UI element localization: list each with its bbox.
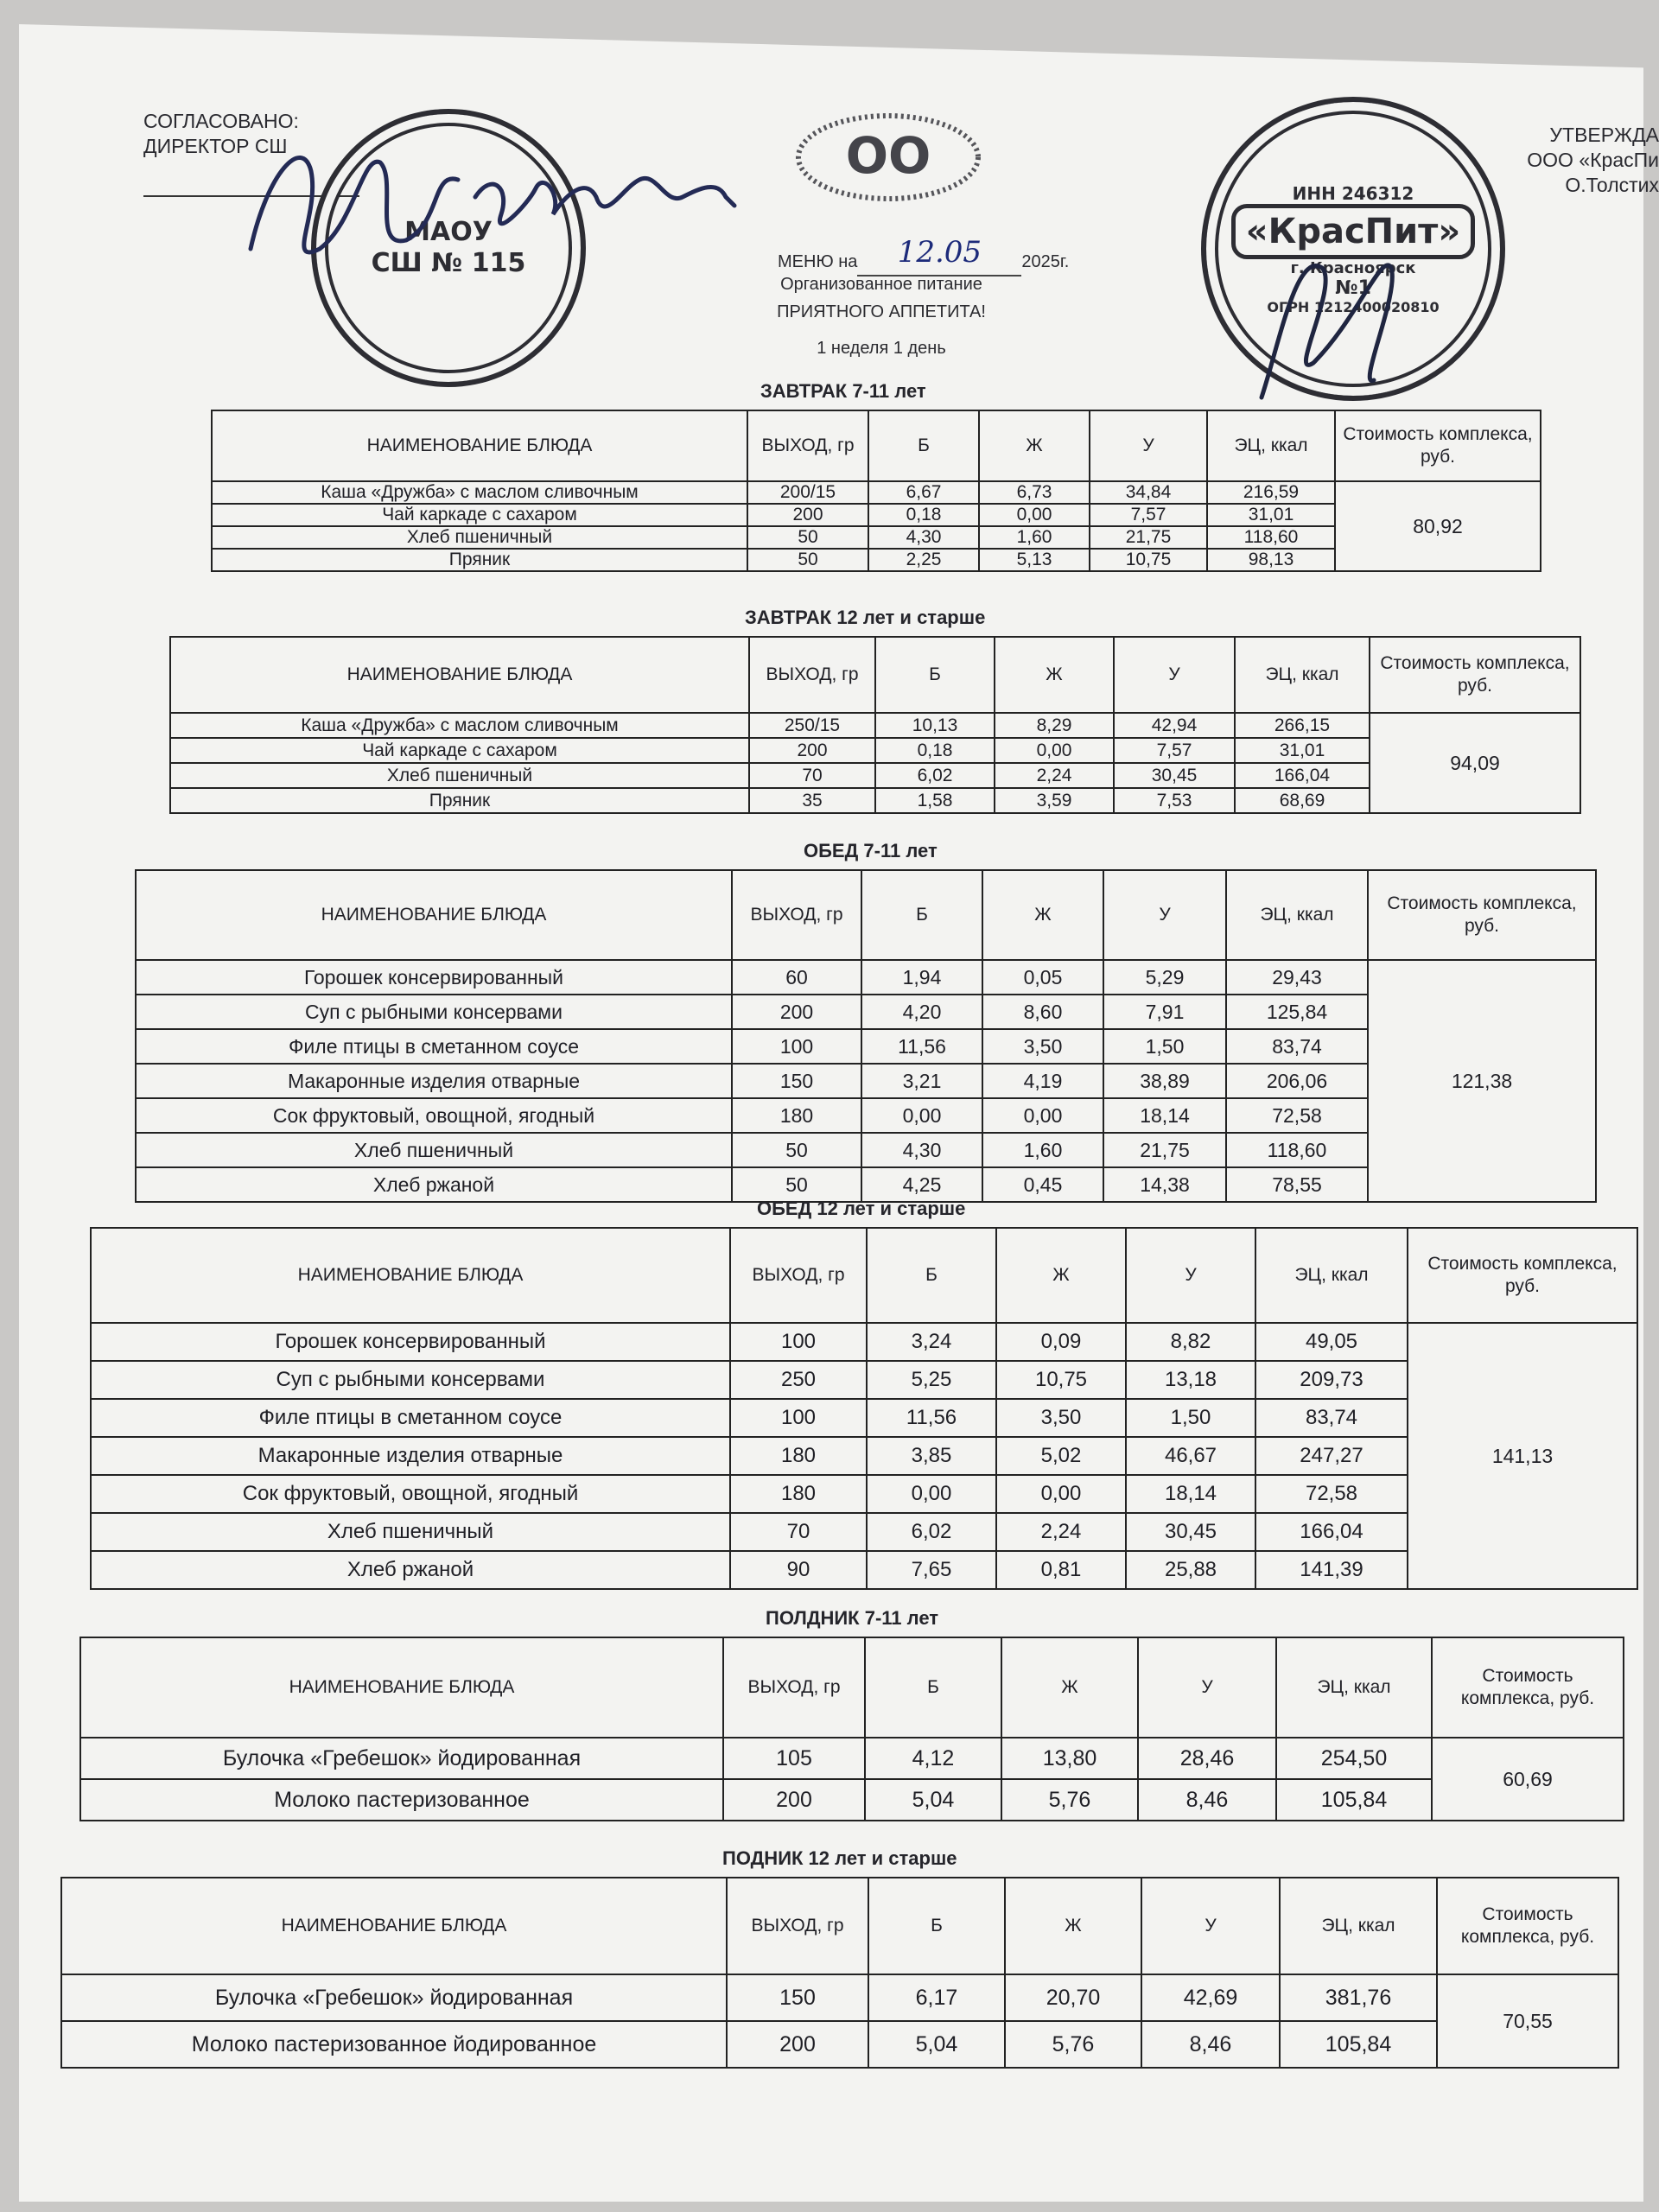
dish-yield: 180	[730, 1475, 867, 1513]
dish-name: Хлеб пшеничный	[91, 1513, 730, 1551]
dish-energy: 266,15	[1235, 713, 1370, 738]
dish-name: Суп с рыбными консервами	[91, 1361, 730, 1399]
dish-protein: 4,25	[861, 1167, 982, 1202]
dish-fat: 0,81	[996, 1551, 1126, 1589]
dish-name: Пряник	[170, 788, 749, 813]
dish-fat: 10,75	[996, 1361, 1126, 1399]
table-row	[170, 763, 1580, 788]
column-header-name: НАИМЕНОВАНИЕ БЛЮДА	[91, 1228, 730, 1323]
subtitle-catering: Организованное питание	[780, 275, 982, 294]
complex-cost: 141,13	[1408, 1323, 1637, 1589]
table-row	[170, 738, 1580, 763]
approve-right-name: О.Толстих	[1565, 174, 1659, 196]
dish-energy: 166,04	[1255, 1513, 1408, 1551]
dish-energy: 68,69	[1235, 788, 1370, 813]
dish-energy: 105,84	[1276, 1779, 1432, 1821]
menu-table	[90, 1227, 1638, 1590]
dish-fat: 2,24	[995, 763, 1114, 788]
dish-fat: 0,05	[982, 960, 1103, 995]
table-row	[91, 1361, 1637, 1399]
table-row	[91, 1323, 1637, 1361]
dish-carbs: 28,46	[1138, 1738, 1276, 1779]
table-row	[170, 713, 1580, 738]
dish-carbs: 21,75	[1103, 1133, 1226, 1167]
dish-fat: 5,76	[1005, 2021, 1141, 2068]
dish-name: Чай каркаде с сахаром	[212, 504, 747, 526]
dish-protein: 6,17	[868, 1974, 1005, 2021]
dish-protein: 3,24	[867, 1323, 996, 1361]
director-label: ДИРЕКТОР СШ	[143, 135, 288, 157]
dish-yield: 150	[727, 1974, 868, 2021]
approval-block-right	[1512, 123, 1659, 198]
table-row	[91, 1475, 1637, 1513]
dish-energy: 83,74	[1255, 1399, 1408, 1437]
column-header-fat: Ж	[979, 410, 1090, 481]
column-header-carbs: У	[1126, 1228, 1255, 1323]
dish-carbs: 10,75	[1090, 549, 1207, 571]
dish-carbs: 46,67	[1126, 1437, 1255, 1475]
dish-energy: 31,01	[1235, 738, 1370, 763]
column-header-fat: Ж	[995, 637, 1114, 713]
column-header-protein: Б	[867, 1228, 996, 1323]
dish-carbs: 7,57	[1090, 504, 1207, 526]
dish-energy: 78,55	[1226, 1167, 1368, 1202]
dish-energy: 105,84	[1280, 2021, 1437, 2068]
dish-energy: 206,06	[1226, 1064, 1368, 1098]
dish-protein: 0,00	[867, 1475, 996, 1513]
column-header-energy: ЭЦ, ккал	[1235, 637, 1370, 713]
dish-energy: 166,04	[1235, 763, 1370, 788]
column-header-name: НАИМЕНОВАНИЕ БЛЮДА	[136, 870, 732, 960]
dish-energy: 247,27	[1255, 1437, 1408, 1475]
dish-protein: 11,56	[861, 1029, 982, 1064]
dish-energy: 98,13	[1207, 549, 1335, 571]
dish-name: Филе птицы в сметанном соусе	[91, 1399, 730, 1437]
dish-protein: 3,85	[867, 1437, 996, 1475]
dish-yield: 50	[747, 526, 868, 549]
dish-protein: 2,25	[868, 549, 979, 571]
dish-yield: 100	[732, 1029, 861, 1064]
section-title: ЗАВТРАК 12 лет и старше	[745, 607, 986, 628]
column-header-protein: Б	[861, 870, 982, 960]
section-title: ОБЕД 12 лет и старше	[757, 1198, 966, 1219]
column-header-cost: Стоимость комплекса, руб.	[1370, 637, 1580, 713]
dish-protein: 6,02	[867, 1513, 996, 1551]
complex-cost: 121,38	[1368, 960, 1596, 1202]
dish-name: Макаронные изделия отварные	[91, 1437, 730, 1475]
column-header-carbs: У	[1103, 870, 1226, 960]
dish-name: Хлеб пшеничный	[170, 763, 749, 788]
section-title: ПОДНИК 12 лет и старше	[722, 1847, 957, 1869]
dish-name: Каша «Дружба» с маслом сливочным	[212, 481, 747, 504]
dish-name: Булочка «Гребешок» йодированная	[61, 1974, 727, 2021]
dish-fat: 8,60	[982, 995, 1103, 1029]
menu-date-line: МЕНЮ на 12.05 2025г.	[778, 240, 1262, 276]
dish-carbs: 38,89	[1103, 1064, 1226, 1098]
dish-carbs: 1,50	[1103, 1029, 1226, 1064]
dish-name: Каша «Дружба» с маслом сливочным	[170, 713, 749, 738]
dish-fat: 0,00	[995, 738, 1114, 763]
dish-energy: 49,05	[1255, 1323, 1408, 1361]
dish-name: Хлеб пшеничный	[136, 1133, 732, 1167]
dish-carbs: 8,46	[1138, 1779, 1276, 1821]
dish-carbs: 42,94	[1114, 713, 1235, 738]
column-header-energy: ЭЦ, ккал	[1207, 410, 1335, 481]
company-logo	[793, 111, 983, 204]
complex-cost: 70,55	[1437, 1974, 1618, 2068]
dish-carbs: 30,45	[1114, 763, 1235, 788]
complex-cost: 80,92	[1335, 481, 1541, 571]
complex-cost: 94,09	[1370, 713, 1580, 813]
dish-fat: 3,50	[982, 1029, 1103, 1064]
dish-energy: 72,58	[1226, 1098, 1368, 1133]
dish-carbs: 34,84	[1090, 481, 1207, 504]
dish-fat: 1,60	[979, 526, 1090, 549]
dish-carbs: 18,14	[1103, 1098, 1226, 1133]
dish-carbs: 5,29	[1103, 960, 1226, 995]
table-row	[61, 2021, 1618, 2068]
menu-table	[60, 1877, 1619, 2069]
table-row	[91, 1551, 1637, 1589]
column-header-yield: ВЫХОД, гр	[723, 1637, 865, 1738]
column-header-fat: Ж	[1005, 1878, 1141, 1974]
table-row	[212, 481, 1541, 504]
column-header-protein: Б	[868, 1878, 1005, 1974]
menu-table	[211, 410, 1541, 572]
svg-text:OO: OO	[845, 126, 931, 185]
dish-carbs: 7,91	[1103, 995, 1226, 1029]
column-header-carbs: У	[1114, 637, 1235, 713]
column-header-cost: Стоимость комплекса, руб.	[1368, 870, 1596, 960]
dish-yield: 200/15	[747, 481, 868, 504]
dish-name: Горошек консервированный	[91, 1323, 730, 1361]
table-row	[136, 960, 1596, 995]
dish-protein: 0,18	[875, 738, 995, 763]
approve-right-org: ООО «КрасПи	[1527, 149, 1659, 171]
dish-carbs: 21,75	[1090, 526, 1207, 549]
dish-carbs: 8,46	[1141, 2021, 1280, 2068]
column-header-fat: Ж	[996, 1228, 1126, 1323]
dish-name: Макаронные изделия отварные	[136, 1064, 732, 1098]
dish-carbs: 1,50	[1126, 1399, 1255, 1437]
dish-energy: 118,60	[1207, 526, 1335, 549]
column-header-yield: ВЫХОД, гр	[732, 870, 861, 960]
dish-name: Сок фруктовый, овощной, ягодный	[136, 1098, 732, 1133]
dish-fat: 3,50	[996, 1399, 1126, 1437]
dish-fat: 13,80	[1001, 1738, 1138, 1779]
dish-protein: 6,02	[875, 763, 995, 788]
dish-fat: 0,45	[982, 1167, 1103, 1202]
dish-yield: 60	[732, 960, 861, 995]
dish-name: Молоко пастеризованное	[80, 1779, 723, 1821]
dish-yield: 200	[747, 504, 868, 526]
dish-carbs: 42,69	[1141, 1974, 1280, 2021]
column-header-carbs: У	[1138, 1637, 1276, 1738]
column-header-energy: ЭЦ, ккал	[1255, 1228, 1408, 1323]
dish-fat: 8,29	[995, 713, 1114, 738]
column-header-name: НАИМЕНОВАНИЕ БЛЮДА	[61, 1878, 727, 1974]
dish-yield: 200	[732, 995, 861, 1029]
column-header-energy: ЭЦ, ккал	[1226, 870, 1368, 960]
column-header-protein: Б	[875, 637, 995, 713]
dish-name: Хлеб ржаной	[136, 1167, 732, 1202]
company-stamp: ИНН 246312 «КрасПит» г. Красноярск №1 ОГРН 1212400020810	[1201, 97, 1505, 401]
dish-protein: 5,25	[867, 1361, 996, 1399]
dish-protein: 3,21	[861, 1064, 982, 1098]
dish-yield: 250	[730, 1361, 867, 1399]
dish-yield: 50	[747, 549, 868, 571]
dish-name: Сок фруктовый, овощной, ягодный	[91, 1475, 730, 1513]
dish-protein: 4,30	[868, 526, 979, 549]
dish-protein: 1,58	[875, 788, 995, 813]
dish-yield: 100	[730, 1399, 867, 1437]
dish-carbs: 7,53	[1114, 788, 1235, 813]
subtitle-greeting: ПРИЯТНОГО АППЕТИТА!	[777, 302, 986, 321]
dish-energy: 118,60	[1226, 1133, 1368, 1167]
subtitle-week-day: 1 неделя 1 день	[817, 339, 946, 358]
dish-carbs: 7,57	[1114, 738, 1235, 763]
column-header-carbs: У	[1141, 1878, 1280, 1974]
column-header-carbs: У	[1090, 410, 1207, 481]
menu-table	[135, 869, 1597, 1203]
dish-energy: 381,76	[1280, 1974, 1437, 2021]
dish-energy: 254,50	[1276, 1738, 1432, 1779]
column-header-cost: Стоимость комплекса, руб.	[1335, 410, 1541, 481]
dish-protein: 4,12	[865, 1738, 1001, 1779]
dish-yield: 100	[730, 1323, 867, 1361]
dish-protein: 0,18	[868, 504, 979, 526]
dish-yield: 50	[732, 1167, 861, 1202]
dish-fat: 0,00	[979, 504, 1090, 526]
column-header-energy: ЭЦ, ккал	[1276, 1637, 1432, 1738]
dish-protein: 11,56	[867, 1399, 996, 1437]
dish-protein: 4,30	[861, 1133, 982, 1167]
dish-fat: 5,02	[996, 1437, 1126, 1475]
dish-yield: 250/15	[749, 713, 875, 738]
section-title: ОБЕД 7-11 лет	[804, 840, 938, 861]
column-header-yield: ВЫХОД, гр	[747, 410, 868, 481]
dish-name: Суп с рыбными консервами	[136, 995, 732, 1029]
dish-name: Горошек консервированный	[136, 960, 732, 995]
dish-fat: 20,70	[1005, 1974, 1141, 2021]
dish-name: Хлеб ржаной	[91, 1551, 730, 1589]
dish-energy: 31,01	[1207, 504, 1335, 526]
dish-name: Молоко пастеризованное йодированное	[61, 2021, 727, 2068]
dish-fat: 1,60	[982, 1133, 1103, 1167]
table-row	[80, 1738, 1624, 1779]
dish-fat: 4,19	[982, 1064, 1103, 1098]
dish-yield: 70	[730, 1513, 867, 1551]
dish-energy: 209,73	[1255, 1361, 1408, 1399]
dish-protein: 6,67	[868, 481, 979, 504]
dish-fat: 0,00	[982, 1098, 1103, 1133]
table-row	[91, 1513, 1637, 1551]
dish-carbs: 25,88	[1126, 1551, 1255, 1589]
dish-yield: 180	[730, 1437, 867, 1475]
column-header-name: НАИМЕНОВАНИЕ БЛЮДА	[170, 637, 749, 713]
dish-protein: 10,13	[875, 713, 995, 738]
dish-energy: 83,74	[1226, 1029, 1368, 1064]
dish-name: Чай каркаде с сахаром	[170, 738, 749, 763]
table-row	[91, 1399, 1637, 1437]
column-header-protein: Б	[865, 1637, 1001, 1738]
column-header-fat: Ж	[1001, 1637, 1138, 1738]
dish-protein: 0,00	[861, 1098, 982, 1133]
dish-energy: 141,39	[1255, 1551, 1408, 1589]
dish-yield: 70	[749, 763, 875, 788]
table-row	[91, 1437, 1637, 1475]
column-header-name: НАИМЕНОВАНИЕ БЛЮДА	[80, 1637, 723, 1738]
dish-yield: 200	[727, 2021, 868, 2068]
dish-carbs: 13,18	[1126, 1361, 1255, 1399]
column-header-yield: ВЫХОД, гр	[727, 1878, 868, 1974]
dish-name: Хлеб пшеничный	[212, 526, 747, 549]
table-row	[170, 788, 1580, 813]
dish-fat: 0,00	[996, 1475, 1126, 1513]
column-header-cost: Стоимость комплекса, руб.	[1432, 1637, 1624, 1738]
dish-protein: 5,04	[865, 1779, 1001, 1821]
table-row	[80, 1779, 1624, 1821]
dish-carbs: 8,82	[1126, 1323, 1255, 1361]
column-header-protein: Б	[868, 410, 979, 481]
dish-carbs: 14,38	[1103, 1167, 1226, 1202]
dish-protein: 4,20	[861, 995, 982, 1029]
dish-yield: 150	[732, 1064, 861, 1098]
column-header-cost: Стоимость комплекса, руб.	[1437, 1878, 1618, 1974]
dish-yield: 200	[723, 1779, 865, 1821]
dish-energy: 125,84	[1226, 995, 1368, 1029]
approved-label: СОГЛАСОВАНО:	[143, 110, 299, 132]
column-header-name: НАИМЕНОВАНИЕ БЛЮДА	[212, 410, 747, 481]
column-header-cost: Стоимость комплекса, руб.	[1408, 1228, 1637, 1323]
dish-energy: 72,58	[1255, 1475, 1408, 1513]
column-header-yield: ВЫХОД, гр	[749, 637, 875, 713]
dish-carbs: 18,14	[1126, 1475, 1255, 1513]
dish-yield: 35	[749, 788, 875, 813]
table-row	[61, 1974, 1618, 2021]
approve-right-label: УТВЕРЖДА	[1549, 124, 1659, 146]
complex-cost: 60,69	[1432, 1738, 1624, 1821]
dish-energy: 216,59	[1207, 481, 1335, 504]
dish-fat: 5,76	[1001, 1779, 1138, 1821]
dish-carbs: 30,45	[1126, 1513, 1255, 1551]
menu-table	[79, 1637, 1624, 1821]
section-title: ЗАВТРАК 7-11 лет	[760, 380, 926, 402]
dish-fat: 6,73	[979, 481, 1090, 504]
dish-fat: 0,09	[996, 1323, 1126, 1361]
column-header-energy: ЭЦ, ккал	[1280, 1878, 1437, 1974]
menu-table	[169, 636, 1581, 814]
dish-protein: 5,04	[868, 2021, 1005, 2068]
section-title: ПОЛДНИК 7-11 лет	[766, 1607, 939, 1629]
dish-energy: 29,43	[1226, 960, 1368, 995]
dish-yield: 90	[730, 1551, 867, 1589]
dish-name: Филе птицы в сметанном соусе	[136, 1029, 732, 1064]
column-header-fat: Ж	[982, 870, 1103, 960]
dish-protein: 7,65	[867, 1551, 996, 1589]
column-header-yield: ВЫХОД, гр	[730, 1228, 867, 1323]
dish-protein: 1,94	[861, 960, 982, 995]
menu-date-field: 12.05	[857, 240, 1021, 276]
dish-name: Пряник	[212, 549, 747, 571]
dish-yield: 50	[732, 1133, 861, 1167]
dish-yield: 105	[723, 1738, 865, 1779]
director-signature	[233, 119, 769, 292]
dish-fat: 3,59	[995, 788, 1114, 813]
dish-name: Булочка «Гребешок» йодированная	[80, 1738, 723, 1779]
dish-fat: 5,13	[979, 549, 1090, 571]
dish-fat: 2,24	[996, 1513, 1126, 1551]
dish-yield: 200	[749, 738, 875, 763]
dish-yield: 180	[732, 1098, 861, 1133]
school-stamp: МАОУ СШ № 115	[311, 109, 586, 387]
